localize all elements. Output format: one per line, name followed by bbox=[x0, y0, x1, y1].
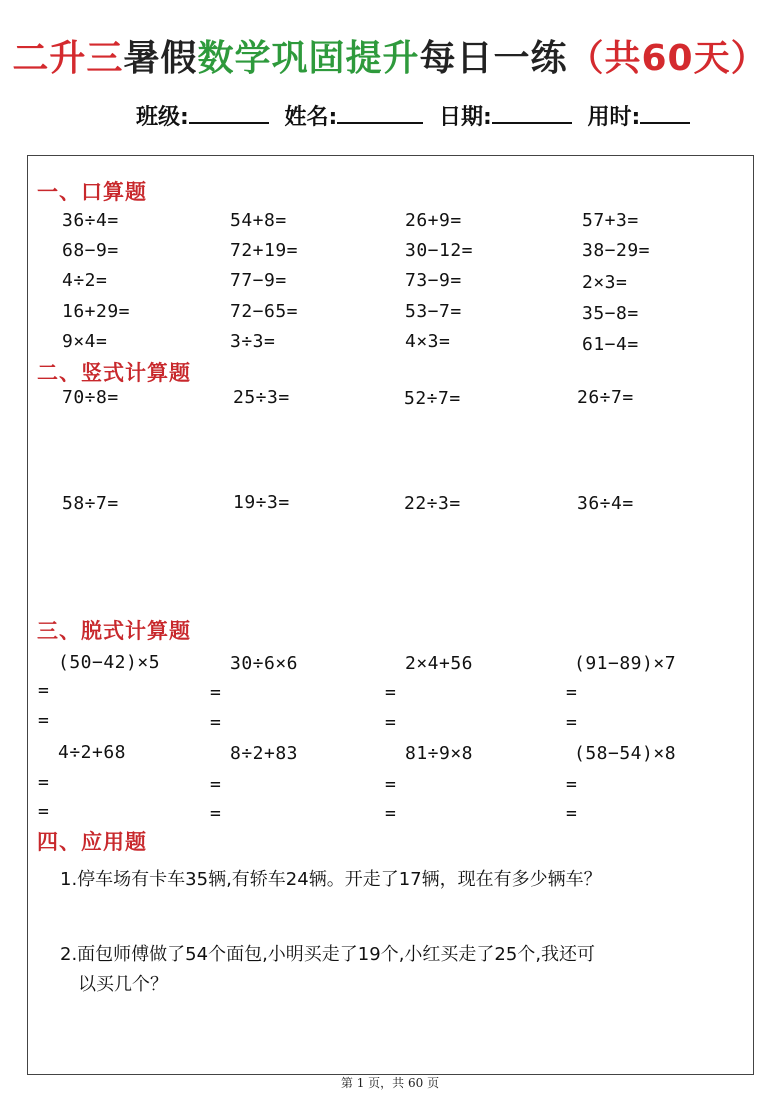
time-blank[interactable] bbox=[640, 102, 690, 124]
stepwise-item: 2×4+56 bbox=[405, 653, 474, 674]
title-part-daily: 每日一练 bbox=[419, 38, 568, 79]
section-oral-heading: 一、口算题 bbox=[37, 179, 147, 204]
equals-sign: = bbox=[210, 712, 221, 733]
equals-sign: = bbox=[385, 682, 396, 703]
oral-item: 9×4= bbox=[62, 331, 108, 352]
class-label: 班级: bbox=[136, 105, 189, 130]
oral-item: 72−65= bbox=[230, 301, 299, 322]
date-blank[interactable] bbox=[492, 102, 572, 124]
equals-sign: = bbox=[38, 801, 49, 822]
word-problem-2-line1: 2.面包师傅做了54个面包,小明买走了19个,小红买走了25个,我还可 bbox=[60, 944, 596, 965]
equals-sign: = bbox=[385, 774, 396, 795]
equals-sign: = bbox=[566, 682, 577, 703]
page-footer: 第 1 页，共 60 页 bbox=[340, 1076, 440, 1090]
title-part-days: （共60天） bbox=[567, 38, 768, 79]
vertical-item: 58÷7= bbox=[62, 493, 119, 514]
oral-item: 2×3= bbox=[582, 272, 628, 293]
stepwise-item: 30÷6×6 bbox=[230, 653, 299, 674]
title-part-grade: 二升三 bbox=[12, 38, 124, 79]
oral-item: 16+29= bbox=[62, 301, 131, 322]
equals-sign: = bbox=[385, 712, 396, 733]
vertical-item: 52÷7= bbox=[404, 388, 461, 409]
oral-item: 53−7= bbox=[405, 301, 462, 322]
oral-item: 4×3= bbox=[405, 331, 451, 352]
vertical-item: 22÷3= bbox=[404, 493, 461, 514]
oral-item: 3÷3= bbox=[230, 331, 276, 352]
stepwise-item: 4÷2+68 bbox=[58, 742, 127, 763]
oral-item: 35−8= bbox=[582, 303, 639, 324]
word-problem-2-line2: 以买几个？ bbox=[78, 974, 168, 995]
stepwise-item: 81÷9×8 bbox=[405, 743, 474, 764]
vertical-item: 19÷3= bbox=[233, 492, 290, 513]
equals-sign: = bbox=[38, 772, 49, 793]
page-title bbox=[0, 30, 780, 81]
equals-sign: = bbox=[385, 803, 396, 824]
oral-item: 72+19= bbox=[230, 240, 299, 261]
name-blank[interactable] bbox=[337, 102, 423, 124]
equals-sign: = bbox=[210, 682, 221, 703]
class-blank[interactable] bbox=[189, 102, 269, 124]
oral-item: 26+9= bbox=[405, 210, 462, 231]
oral-item: 57+3= bbox=[582, 210, 639, 231]
oral-item: 36÷4= bbox=[62, 210, 119, 231]
oral-item: 30−12= bbox=[405, 240, 474, 261]
section-vertical-heading: 二、竖式计算题 bbox=[37, 360, 191, 385]
equals-sign: = bbox=[210, 774, 221, 795]
title-part-subject: 数学巩固提升 bbox=[197, 38, 420, 79]
title-part-summer: 暑假 bbox=[123, 38, 198, 79]
time-label: 用时: bbox=[587, 105, 641, 130]
equals-sign: = bbox=[566, 774, 577, 795]
vertical-item: 26÷7= bbox=[577, 387, 634, 408]
oral-item: 77−9= bbox=[230, 270, 287, 291]
oral-item: 4÷2= bbox=[62, 270, 108, 291]
word-problem-1: 1.停车场有卡车35辆,有轿车24辆。开走了17辆，现在有多少辆车？ bbox=[60, 869, 602, 890]
vertical-item: 25÷3= bbox=[233, 387, 290, 408]
stepwise-item: (50−42)×5 bbox=[58, 652, 161, 673]
stepwise-item: (58−54)×8 bbox=[574, 743, 677, 764]
oral-item: 38−29= bbox=[582, 240, 651, 261]
equals-sign: = bbox=[210, 803, 221, 824]
stepwise-item: 8÷2+83 bbox=[230, 743, 299, 764]
section-word-heading: 四、应用题 bbox=[37, 829, 147, 854]
oral-item: 68−9= bbox=[62, 240, 119, 261]
equals-sign: = bbox=[566, 712, 577, 733]
oral-item: 54+8= bbox=[230, 210, 287, 231]
name-label: 姓名: bbox=[284, 105, 338, 130]
equals-sign: = bbox=[566, 803, 577, 824]
date-label: 日期: bbox=[438, 105, 492, 130]
section-stepwise-heading: 三、脱式计算题 bbox=[37, 618, 191, 643]
oral-item: 61−4= bbox=[582, 334, 639, 355]
student-info-line bbox=[136, 100, 690, 131]
stepwise-item: (91−89)×7 bbox=[574, 653, 677, 674]
equals-sign: = bbox=[38, 680, 49, 701]
equals-sign: = bbox=[38, 710, 49, 731]
vertical-item: 36÷4= bbox=[577, 493, 634, 514]
oral-item: 73−9= bbox=[405, 270, 462, 291]
vertical-item: 70÷8= bbox=[62, 387, 119, 408]
